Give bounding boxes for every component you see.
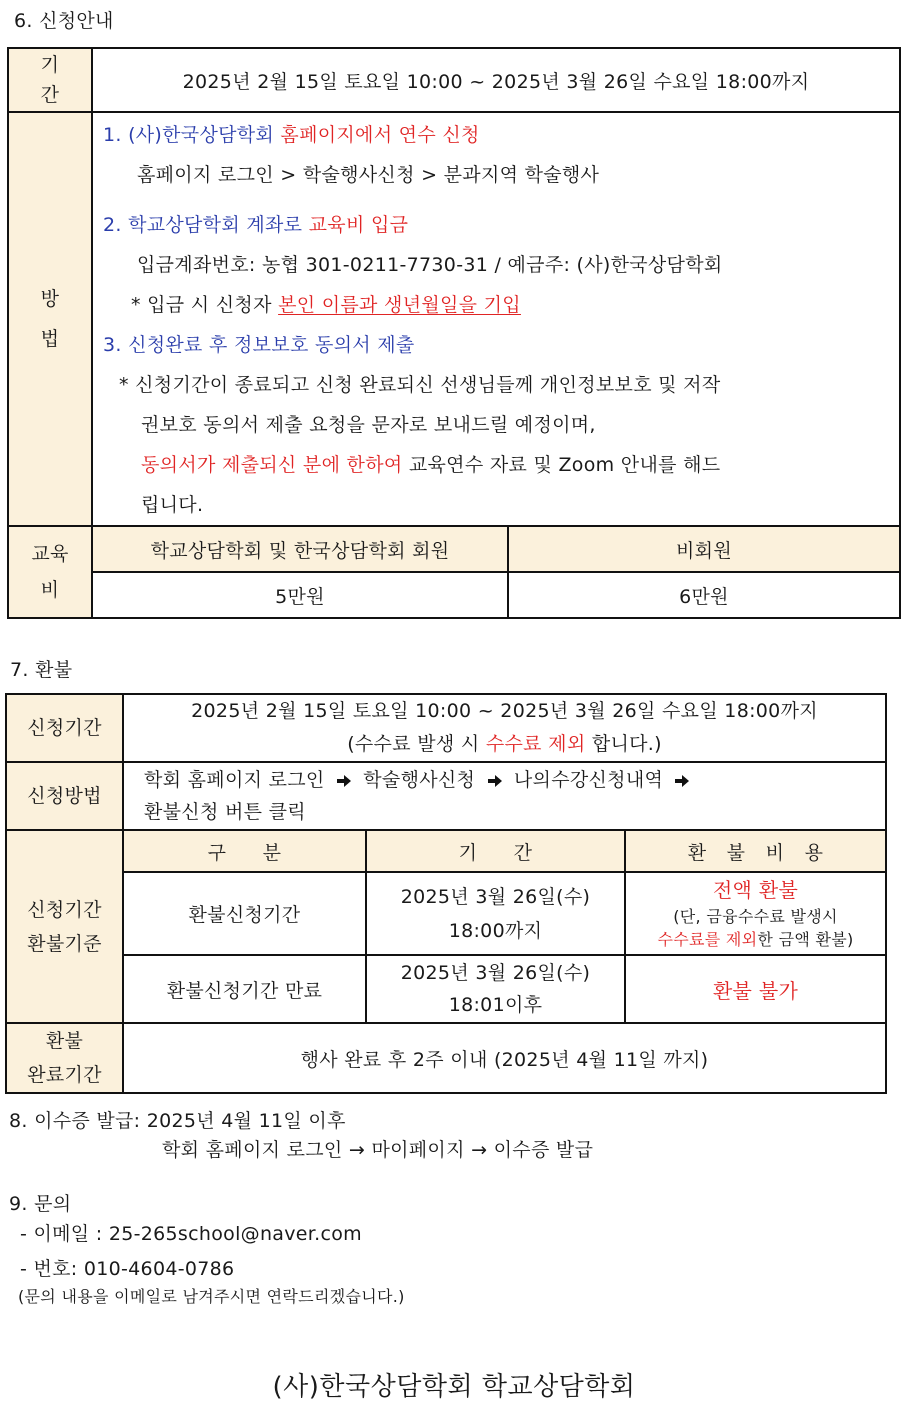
row1-cost: 전액 환불 (단, 금융수수료 발생시 수수료를 제외한 금액 환불): [625, 872, 886, 955]
row1-category: 환불신청기간: [123, 872, 366, 955]
refund-method-steps: 학회 홈페이지 로그인 학술행사신청 나의수강신청내역: [144, 764, 885, 796]
certificate-path: 학회 홈페이지 로그인 → 마이페이지 → 이수증 발급: [162, 1139, 594, 1161]
col-cost-header: 환 불 비 용: [625, 830, 886, 872]
row2-cost: 환불 불가: [625, 955, 886, 1023]
refund-complete-value: 행사 완료 후 2주 이내 (2025년 4월 11일 까지): [123, 1023, 886, 1093]
period-value: 2025년 2월 15일 토요일 10:00 ~ 2025년 3월 26일 수요일 18:00까지: [92, 48, 900, 112]
period-label: 기 간: [8, 48, 92, 112]
fee-nonmember-header: 비회원: [508, 526, 900, 572]
step2: 2. 학교상담학회 계좌로 교육비 입금: [103, 214, 409, 236]
section-7-heading: 7. 환불: [10, 659, 73, 681]
step3-line2: 권보호 동의서 제출 요청을 문자로 보내드릴 예정이며,: [141, 414, 596, 436]
organization-signature: (사)한국상담학회 학교상담학회: [272, 1372, 636, 1402]
fee-member-header: 학교상담학회 및 한국상담학회 회원: [92, 526, 508, 572]
refund-apply-period-cell: [123, 694, 886, 762]
refund-method-last: 환불신청 버튼 클릭: [144, 801, 306, 823]
col-period-header: 기 간: [366, 830, 625, 872]
section-6-heading: 6. 신청안내: [14, 10, 114, 32]
contact-email: - 이메일 : 25-265school@naver.com: [20, 1223, 362, 1245]
fee-label: 교육 비: [8, 526, 92, 618]
arrow-right-icon: [337, 774, 351, 788]
step3-line3: 동의서가 제출되신 분에 한하여 교육연수 자료 및 Zoom 안내를 해드: [141, 454, 721, 476]
fee-member-value: 5만원: [92, 572, 508, 618]
step1-path: 홈페이지 로그인 > 학술행사신청 > 분과지역 학술행사: [137, 164, 600, 186]
row1-period: 2025년 3월 26일(수) 18:00까지: [366, 872, 625, 955]
section-8-heading: 8. 이수증 발급: 2025년 4월 11일 이후: [9, 1110, 346, 1132]
contact-phone: - 번호: 010-4604-0786: [20, 1258, 235, 1280]
refund-method-cell: [123, 762, 886, 830]
step3-line1: * 신청기간이 종료되고 신청 완료되신 선생님들께 개인정보보호 및 저작: [119, 374, 721, 396]
contact-note: (문의 내용을 이메일로 남겨주시면 연락드리겠습니다.): [18, 1287, 405, 1306]
step3: 3. 신청완료 후 정보보호 동의서 제출: [103, 334, 415, 356]
refund-apply-period-note: (수수료 발생 시 수수료 제외 합니다.): [347, 733, 662, 755]
arrow-right-icon: [488, 774, 502, 788]
fee-nonmember-value: 6만원: [508, 572, 900, 618]
step2-note: * 입금 시 신청자 본인 이름과 생년월일을 기입: [131, 294, 521, 316]
refund-criteria-label: 신청기간 환불기준: [6, 830, 123, 1023]
method-label: 방 법: [8, 112, 92, 526]
step3-line4: 립니다.: [141, 494, 204, 516]
step1: 1. (사)한국상담학회 홈페이지에서 연수 신청: [103, 124, 480, 146]
col-category-header: 구 분: [123, 830, 366, 872]
refund-method-label: 신청방법: [6, 762, 123, 830]
refund-apply-period-value: 2025년 2월 15일 토요일 10:00 ~ 2025년 3월 26일 수요일 18:00까지: [191, 700, 818, 722]
section-9-heading: 9. 문의: [9, 1193, 72, 1215]
refund-complete-label: 환불 완료기간: [6, 1023, 123, 1093]
application-info-table: [7, 47, 901, 619]
arrow-right-icon: [675, 774, 689, 788]
method-cell: [92, 112, 900, 526]
row2-period: 2025년 3월 26일(수) 18:01이후: [366, 955, 625, 1023]
refund-table: [5, 693, 887, 1094]
refund-apply-period-label: 신청기간: [6, 694, 123, 762]
step2-account: 입금계좌번호: 농협 301-0211-7730-31 / 예금주: (사)한국상담학회: [137, 254, 723, 276]
row2-category: 환불신청기간 만료: [123, 955, 366, 1023]
